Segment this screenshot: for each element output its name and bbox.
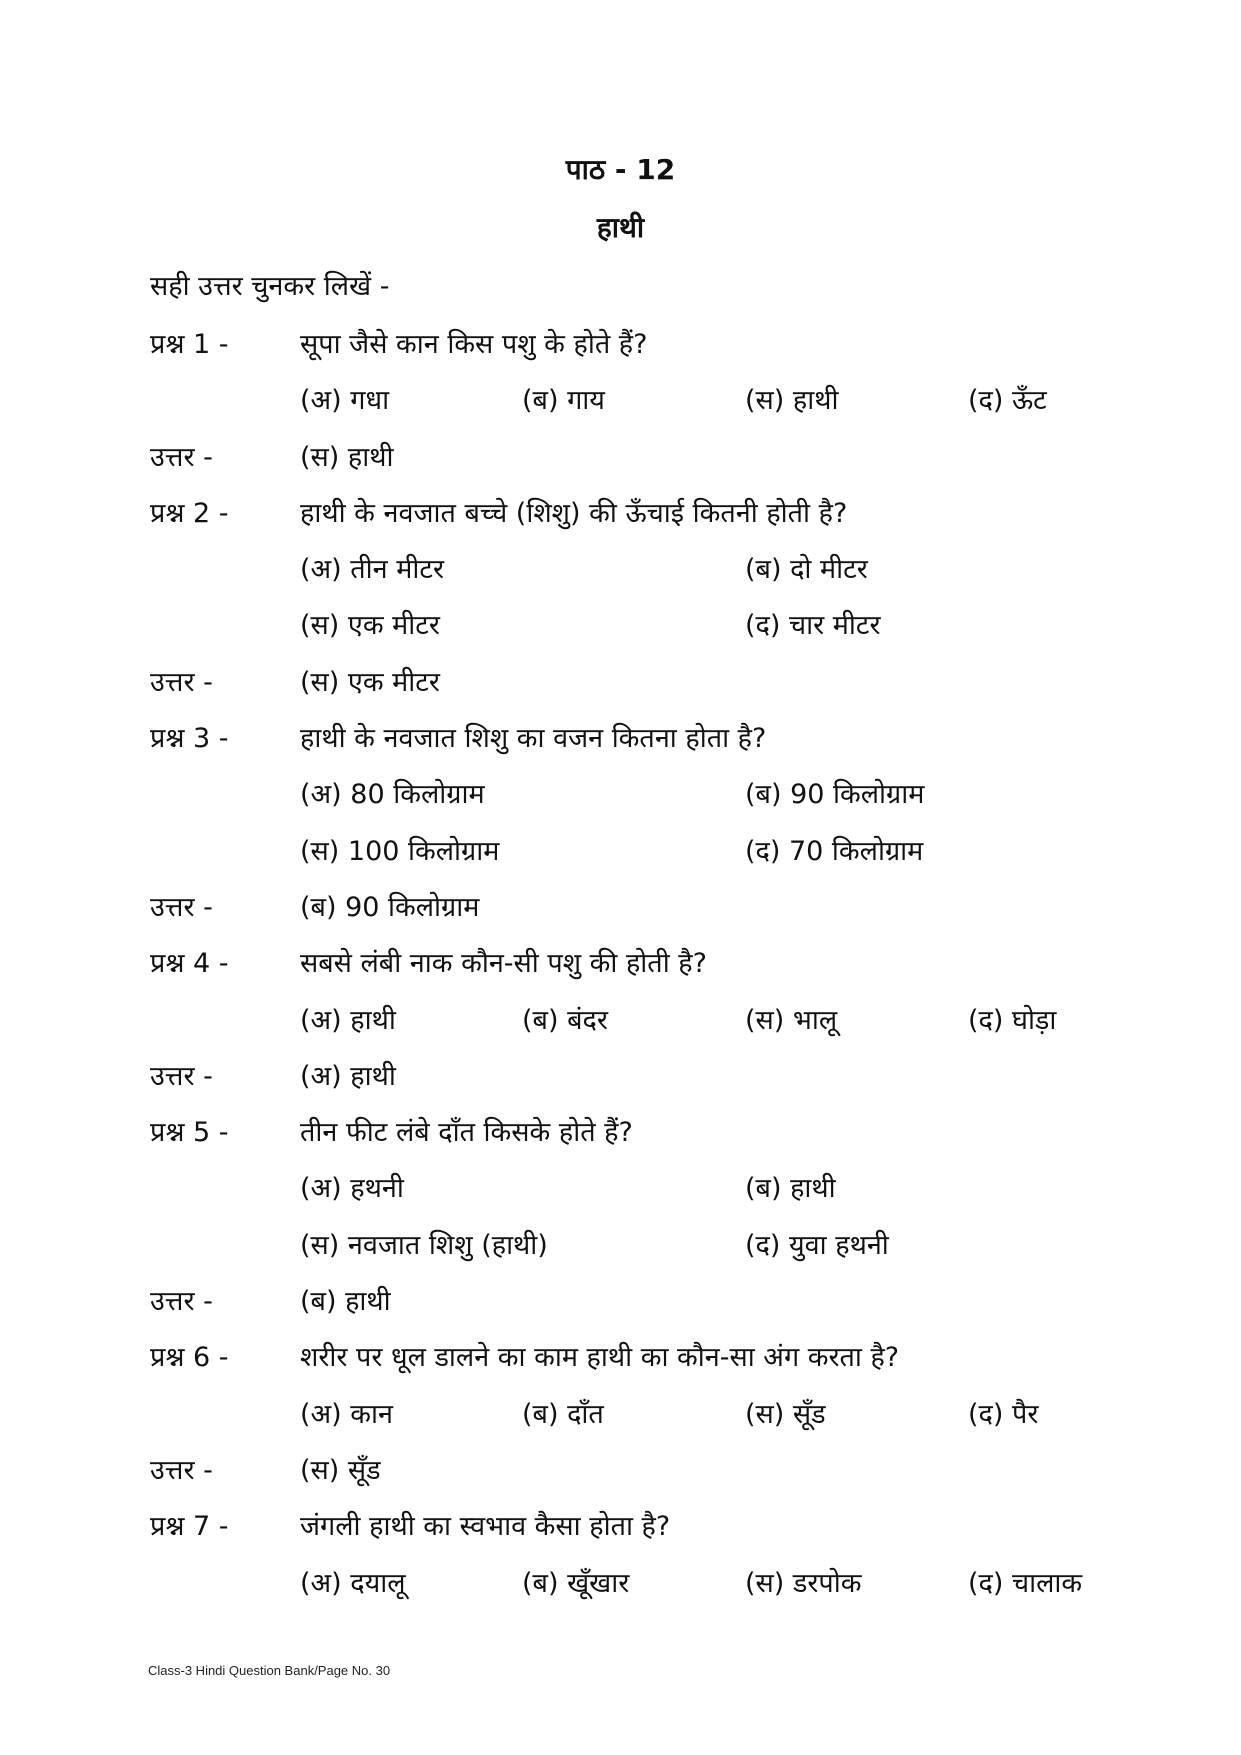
options-row [0,1557,1241,1613]
option-d: (द) चार मीटर [745,610,881,642]
question-label: प्रश्न 5 - [150,1117,229,1149]
options-row [0,1388,1241,1444]
option-d: (द) चालाक [968,1567,1083,1599]
option-a: (अ) हथनी [300,1173,404,1205]
answer-label: उत्तर - [150,891,213,923]
answer-text: (स) सूँड [300,1454,381,1486]
question-label: प्रश्न 6 - [150,1342,229,1374]
option-c: (स) हाथी [745,385,839,417]
lesson-title: हाथी [596,211,645,244]
option-c: (स) 100 किलोग्राम [300,835,500,867]
option-b: (ब) दो मीटर [745,554,868,586]
answer-label: उत्तर - [150,441,213,473]
answer-text: (अ) हाथी [300,1060,396,1092]
answer-text: (स) हाथी [300,441,394,473]
option-b: (ब) बंदर [522,1004,608,1036]
question-label: प्रश्न 7 - [150,1511,229,1543]
options-row [0,374,1241,430]
option-c: (स) डरपोक [745,1567,862,1599]
answer-label: उत्तर - [150,666,213,698]
option-a: (अ) 80 किलोग्राम [300,779,485,811]
answer-row [0,431,1241,487]
answer-row [0,1050,1241,1106]
question-label: प्रश्न 3 - [150,723,229,755]
lesson-number: पाठ - 12 [565,153,676,186]
question-text: शरीर पर धूल डालने का काम हाथी का कौन-सा अंग करता है? [300,1342,900,1374]
answer-label: उत्तर - [150,1286,213,1318]
option-a: (अ) गधा [300,385,390,417]
question-text: सबसे लंबी नाक कौन-सी पशु की होती है? [300,948,707,980]
option-a: (अ) कान [300,1398,393,1430]
option-a: (अ) दयालू [300,1567,406,1599]
question-row [0,1500,1241,1556]
option-c: (स) भालू [745,1004,838,1036]
question-row [0,487,1241,543]
option-b: (ब) हाथी [745,1173,836,1205]
question-text: तीन फीट लंबे दाँत किसके होते हैं? [300,1117,633,1149]
instruction-text: सही उत्तर चुनकर लिखें - [150,271,390,302]
option-b: (ब) गाय [522,385,605,417]
option-d: (द) घोड़ा [968,1004,1057,1036]
options-row [0,825,1241,881]
option-b: (ब) खूँखार [522,1567,630,1599]
question-list [0,318,1241,1613]
option-c: (स) नवजात शिशु (हाथी) [300,1229,548,1261]
question-row [0,937,1241,993]
answer-text: (स) एक मीटर [300,666,440,698]
options-row [0,994,1241,1050]
answer-row [0,1275,1241,1331]
option-d: (द) 70 किलोग्राम [745,835,924,867]
question-row [0,1106,1241,1162]
option-c: (स) सूँड [745,1398,826,1430]
question-label: प्रश्न 2 - [150,497,229,529]
answer-text: (ब) हाथी [300,1286,391,1318]
question-text: हाथी के नवजात शिशु का वजन कितना होता है? [300,723,767,755]
question-label: प्रश्न 4 - [150,948,229,980]
option-d: (द) युवा हथनी [745,1229,889,1261]
answer-text: (ब) 90 किलोग्राम [300,891,480,923]
question-label: प्रश्न 1 - [150,329,229,360]
option-b: (ब) दाँत [522,1398,604,1430]
question-row [0,1331,1241,1387]
option-b: (ब) 90 किलोग्राम [745,779,925,811]
option-d: (द) पैर [968,1398,1039,1430]
option-a: (अ) हाथी [300,1004,396,1036]
question-row [0,318,1241,374]
question-row [0,712,1241,768]
answer-row [0,656,1241,712]
answer-label: उत्तर - [150,1060,213,1092]
options-row [0,543,1241,599]
answer-row [0,1444,1241,1500]
options-row [0,1219,1241,1275]
options-row [0,1162,1241,1218]
option-c: (स) एक मीटर [300,610,440,642]
options-row [0,768,1241,824]
question-text: सूपा जैसे कान किस पशु के होते हैं? [300,329,648,360]
answer-row [0,881,1241,937]
page-footer: Class-3 Hindi Question Bank/Page No. 30 [148,1663,391,1678]
option-a: (अ) तीन मीटर [300,554,445,586]
question-text: जंगली हाथी का स्वभाव कैसा होता है? [300,1511,671,1543]
option-d: (द) ऊँट [968,385,1047,417]
options-row [0,599,1241,655]
answer-label: उत्तर - [150,1454,213,1486]
question-text: हाथी के नवजात बच्चे (शिशु) की ऊँचाई कितनी होती है? [300,497,848,529]
